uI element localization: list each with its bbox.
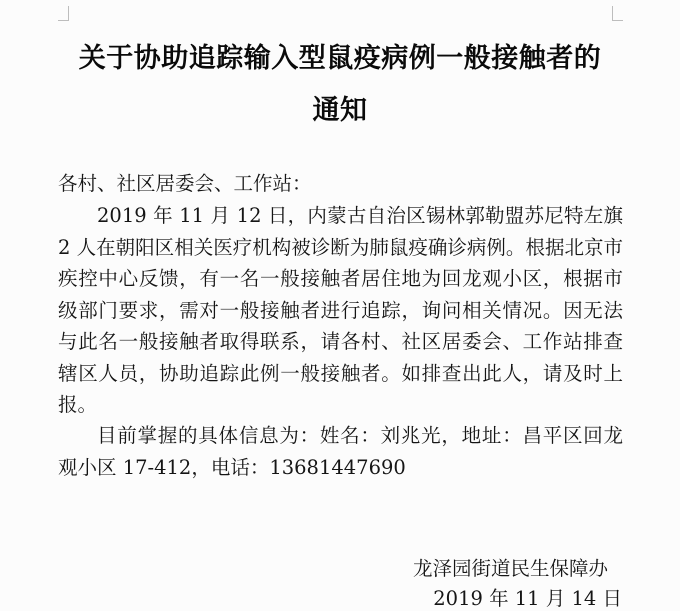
- page-corner-mark-left: [58, 6, 69, 21]
- paragraph-contact-info: 目前掌握的具体信息为：姓名：刘兆光，地址：昌平区回龙观小区 17-412，电话：13681447690: [58, 424, 623, 479]
- document-title-line-2: 通知: [312, 95, 368, 126]
- salutation: 各村、社区居委会、工作站：: [58, 172, 312, 195]
- paragraph-case-description: 2019 年 11 月 12 日，内蒙古自治区锡林郭勒盟苏尼特左旗 2 人在朝阳区相关医疗机构被诊断为肺鼠疫确诊病例。根据北京市疾控中心反馈，有一名一般接触者居住地为回龙观小区，根据市级部门要求，需对一般接触者进行追踪，询问相关情况。因无法与此名一般接触者取得联系，请各村、社区居委会、工作站排查辖区人员，协助追踪此例一般接触者。如排查出此人，请及时上报。: [58, 204, 623, 416]
- issuer-signature: 龙泽园街道民生保障办: [412, 557, 608, 580]
- issue-date: 2019 年 11 月 14 日: [433, 587, 622, 610]
- document-title-line-1: 关于协助追踪输入型鼠疫病例一般接触者的: [78, 43, 602, 74]
- page-corner-mark-right: [612, 6, 623, 21]
